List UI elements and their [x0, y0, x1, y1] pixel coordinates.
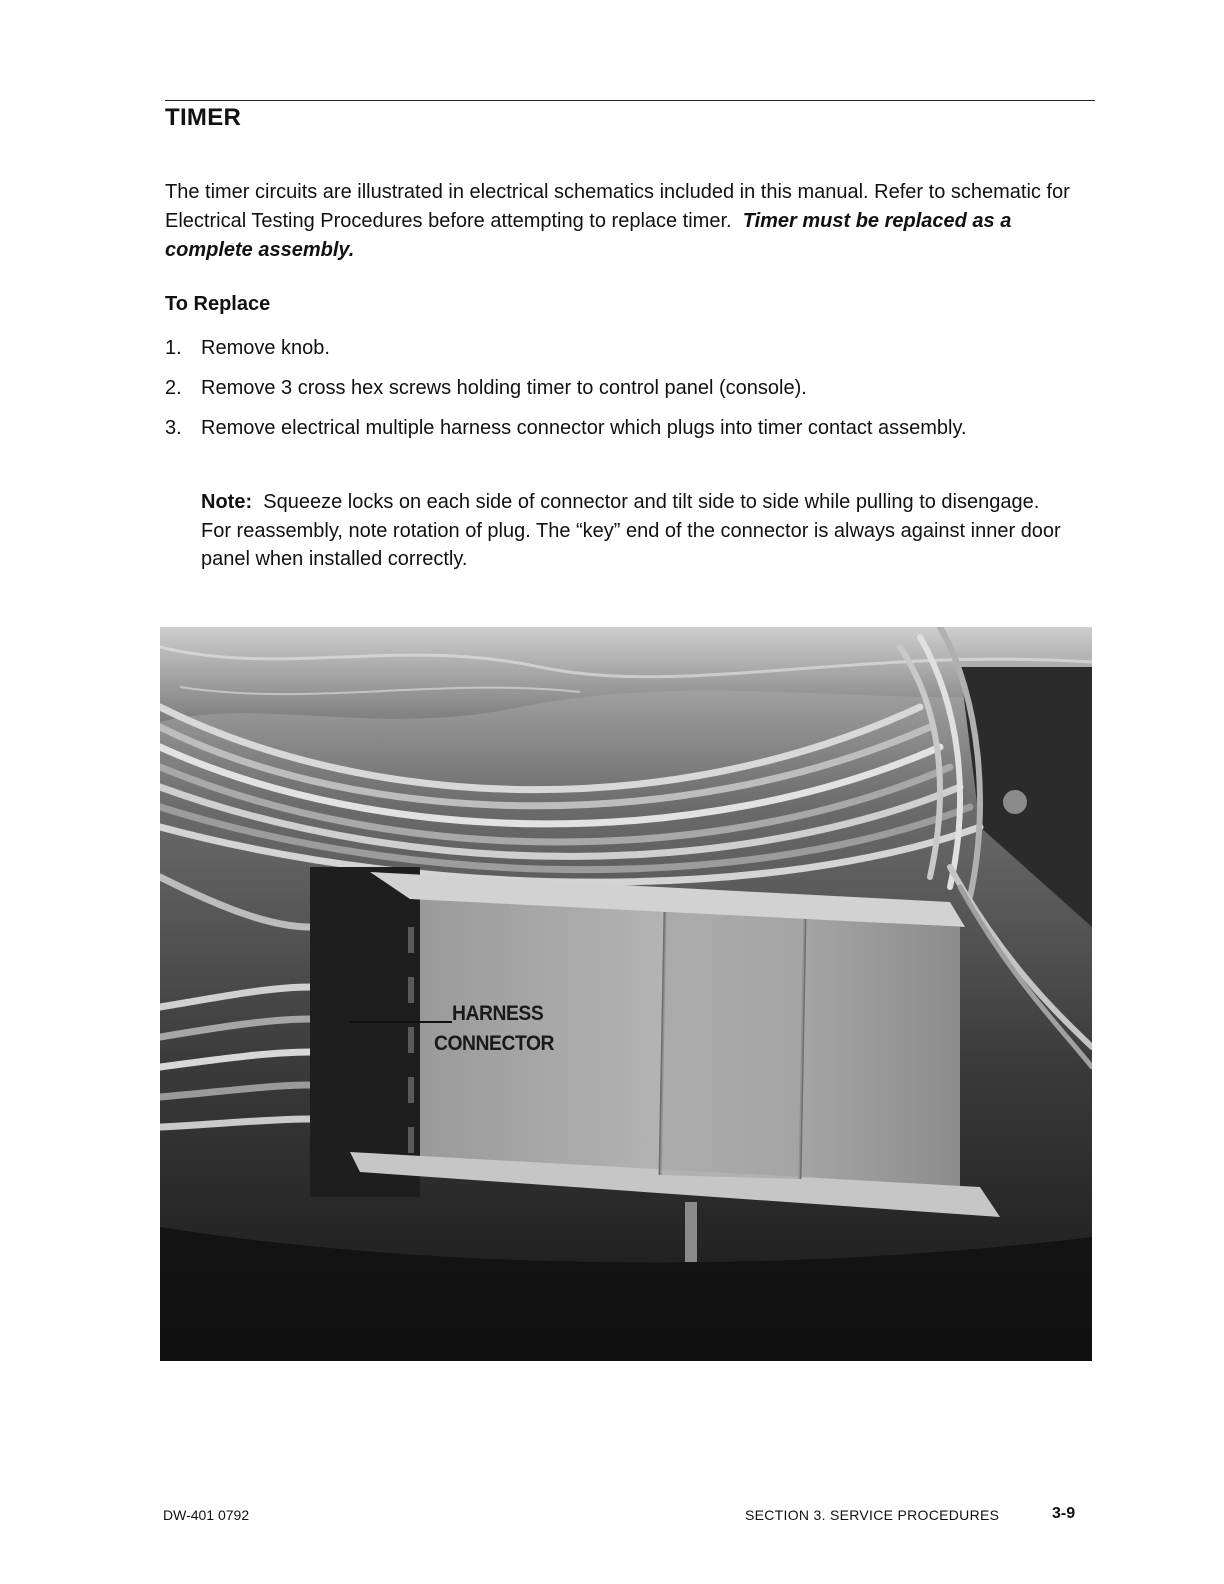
procedure-step [165, 414, 1065, 443]
footer-section: SECTION 3. SERVICE PROCEDURES [745, 1507, 1000, 1523]
note-paragraph [201, 488, 1071, 574]
procedure-heading: To Replace [165, 293, 271, 315]
procedure-steps [165, 334, 1065, 454]
step-number: 3. [165, 417, 182, 439]
page-number: 3-9 [1052, 1505, 1076, 1522]
procedure-step [165, 374, 1065, 403]
procedure-step [165, 334, 1065, 363]
step-text: Remove 3 cross hex screws holding timer to control panel (console). [201, 377, 807, 399]
step-number: 2. [165, 377, 182, 399]
title-rule [165, 100, 1095, 101]
timer-photo-illustration [160, 627, 1092, 1361]
note-text: Squeeze locks on each side of connector and tilt side to side while pulling to disengage. For reassembly, note rotation of plug. The “key” end of the connector is always against inner door panel when installed correctly. [201, 491, 1061, 570]
step-number: 1. [165, 337, 182, 359]
intro-text: The timer circuits are illustrated in electrical schematics included in this manual. Refer to schematic for Electrical Testing Procedures before attempting to replace timer. [165, 181, 1070, 232]
intro-paragraph [165, 178, 1075, 265]
callout-harness-label: HARNESS [452, 1002, 544, 1025]
footer-doc-code: DW-401 0792 [163, 1507, 250, 1523]
timer-photo [160, 627, 1092, 1361]
step-text: Remove electrical multiple harness connector which plugs into timer contact assembly. [201, 417, 967, 439]
section-title: TIMER [165, 104, 242, 131]
callout-connector-label: CONNECTOR [434, 1032, 555, 1055]
note-label: Note: [201, 491, 253, 513]
intro-emphasis: Timer must be replaced as a complete assembly. [165, 210, 1012, 261]
step-text: Remove knob. [201, 337, 330, 359]
